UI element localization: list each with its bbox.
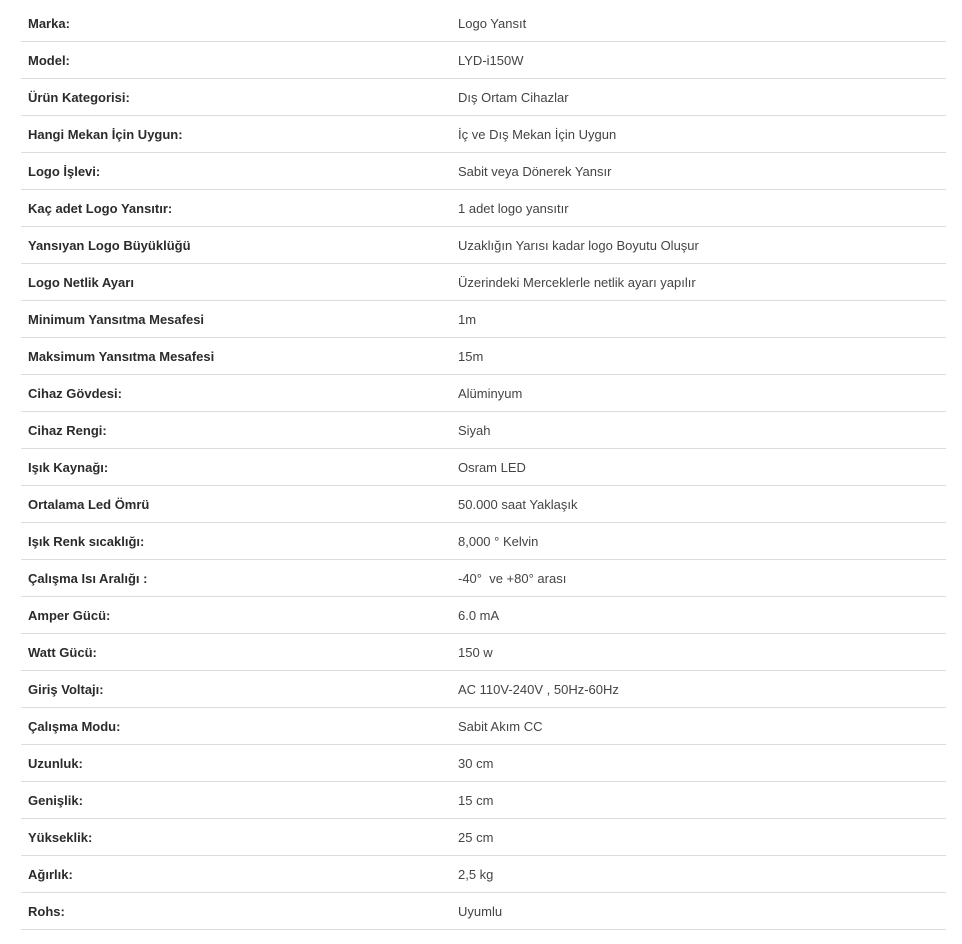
spec-value: Siyah bbox=[458, 422, 491, 438]
spec-row bbox=[21, 227, 946, 264]
spec-value: Dış Ortam Cihazlar bbox=[458, 89, 569, 105]
spec-value: -40° ve +80° arası bbox=[458, 570, 567, 586]
spec-label: Amper Gücü: bbox=[28, 607, 111, 623]
spec-label: Genişlik: bbox=[28, 792, 83, 808]
spec-label: Watt Gücü: bbox=[28, 644, 97, 660]
spec-label: Yansıyan Logo Büyüklüğü bbox=[28, 237, 191, 253]
spec-label: Logo Netlik Ayarı bbox=[28, 274, 134, 290]
spec-value: Osram LED bbox=[458, 459, 526, 475]
spec-value: Üzerindeki Merceklerle netlik ayarı yapılır bbox=[458, 274, 696, 290]
spec-row bbox=[21, 560, 946, 597]
spec-row bbox=[21, 190, 946, 227]
spec-value: Uyumlu bbox=[458, 903, 503, 919]
spec-value: LYD-i150W bbox=[458, 52, 524, 68]
spec-row bbox=[21, 782, 946, 819]
spec-value: İç ve Dış Mekan İçin Uygun bbox=[458, 126, 617, 142]
spec-value: 30 cm bbox=[458, 755, 494, 771]
spec-label: Hangi Mekan İçin Uygun: bbox=[28, 126, 183, 142]
spec-value: Logo Yansıt bbox=[458, 15, 527, 31]
spec-label: Ürün Kategorisi: bbox=[28, 89, 130, 105]
spec-value: 2,5 kg bbox=[458, 866, 494, 882]
spec-label: Çalışma Modu: bbox=[28, 718, 121, 734]
spec-row bbox=[21, 893, 946, 930]
spec-value: 25 cm bbox=[458, 829, 494, 845]
spec-label: Işık Renk sıcaklığı: bbox=[28, 533, 145, 549]
spec-value: Sabit Akım CC bbox=[458, 718, 543, 734]
spec-row bbox=[21, 819, 946, 856]
spec-value: 15m bbox=[458, 348, 484, 364]
spec-label: Cihaz Rengi: bbox=[28, 422, 107, 438]
spec-label: Giriş Voltajı: bbox=[28, 681, 104, 697]
spec-label: Minimum Yansıtma Mesafesi bbox=[28, 311, 205, 327]
spec-row bbox=[21, 264, 946, 301]
spec-label: Cihaz Gövdesi: bbox=[28, 385, 122, 401]
spec-label: Işık Kaynağı: bbox=[28, 459, 109, 475]
spec-row bbox=[21, 486, 946, 523]
spec-label: Model: bbox=[28, 52, 70, 68]
spec-label: Çalışma Isı Aralığı : bbox=[28, 570, 148, 586]
spec-row bbox=[21, 79, 946, 116]
spec-value: 150 w bbox=[458, 644, 493, 660]
spec-value: 1m bbox=[458, 311, 477, 327]
spec-value: 1 adet logo yansıtır bbox=[458, 200, 569, 216]
spec-value: 6.0 mA bbox=[458, 607, 500, 623]
spec-row bbox=[21, 375, 946, 412]
spec-value: Uzaklığın Yarısı kadar logo Boyutu Oluşur bbox=[458, 237, 699, 253]
spec-label: Ağırlık: bbox=[28, 866, 73, 882]
spec-value: Sabit veya Dönerek Yansır bbox=[458, 163, 612, 179]
spec-label: Uzunluk: bbox=[28, 755, 83, 771]
spec-row bbox=[21, 634, 946, 671]
spec-label: Kaç adet Logo Yansıtır: bbox=[28, 200, 173, 216]
spec-row bbox=[21, 153, 946, 190]
spec-row bbox=[21, 708, 946, 745]
spec-row bbox=[21, 42, 946, 79]
spec-value: AC 110V-240V , 50Hz-60Hz bbox=[458, 681, 619, 697]
spec-row bbox=[21, 338, 946, 375]
spec-row bbox=[21, 449, 946, 486]
spec-row bbox=[21, 671, 946, 708]
spec-value: 15 cm bbox=[458, 792, 494, 808]
spec-label: Marka: bbox=[28, 15, 70, 31]
spec-row bbox=[21, 116, 946, 153]
spec-row bbox=[21, 856, 946, 893]
spec-value: 8,000 ° Kelvin bbox=[458, 533, 539, 549]
spec-label: Maksimum Yansıtma Mesafesi bbox=[28, 348, 215, 364]
spec-row bbox=[21, 597, 946, 634]
spec-value: 50.000 saat Yaklaşık bbox=[458, 496, 578, 512]
spec-row bbox=[21, 523, 946, 560]
spec-label: Logo İşlevi: bbox=[28, 163, 101, 179]
spec-label: Yükseklik: bbox=[28, 829, 93, 845]
spec-value: Alüminyum bbox=[458, 385, 523, 401]
spec-row bbox=[21, 301, 946, 338]
spec-row bbox=[21, 412, 946, 449]
spec-label: Ortalama Led Ömrü bbox=[28, 496, 150, 512]
spec-label: Rohs: bbox=[28, 903, 65, 919]
spec-row bbox=[21, 5, 946, 42]
spec-row bbox=[21, 745, 946, 782]
spec-table bbox=[21, 5, 946, 930]
